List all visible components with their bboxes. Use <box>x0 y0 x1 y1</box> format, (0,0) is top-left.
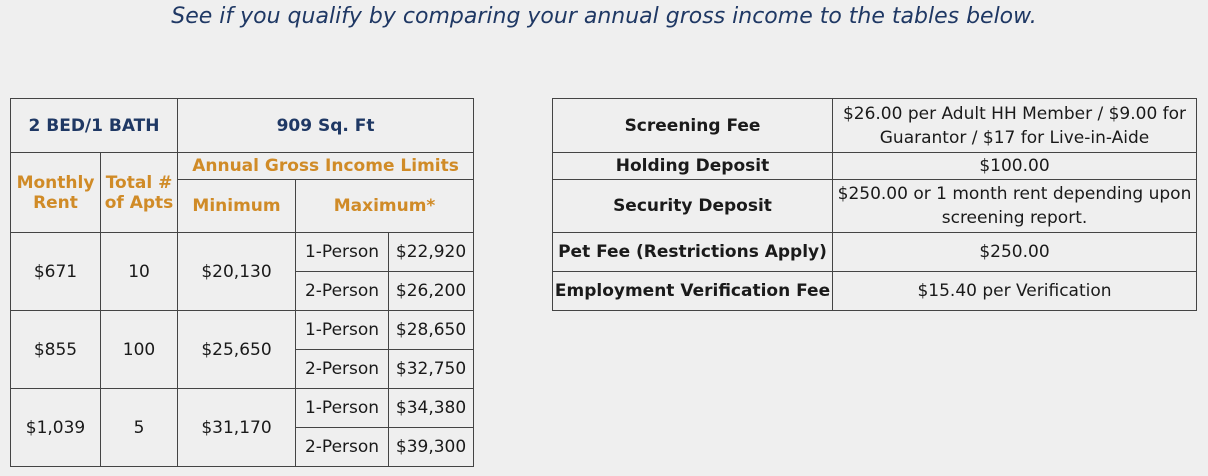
max-income-cell: $32,750 <box>389 350 474 389</box>
household-size-cell: 1-Person <box>296 233 389 272</box>
income-limits-table <box>10 98 474 467</box>
fee-label-cell: Pet Fee (Restrictions Apply) <box>553 233 833 272</box>
apts-cell: 100 <box>101 311 178 389</box>
minimum-header: Minimum <box>178 180 296 233</box>
minimum-cell: $31,170 <box>178 389 296 467</box>
table-row <box>553 272 1197 311</box>
fee-label-cell: Holding Deposit <box>553 153 833 180</box>
household-size-cell: 2-Person <box>296 350 389 389</box>
minimum-cell: $25,650 <box>178 311 296 389</box>
max-income-cell: $39,300 <box>389 428 474 467</box>
table-row <box>553 180 1197 233</box>
table-row <box>553 99 1197 153</box>
fee-label-cell: Screening Fee <box>553 99 833 153</box>
fee-value-cell: $26.00 per Adult HH Member / $9.00 for Guarantor / $17 for Live-in-Aide <box>833 99 1197 153</box>
income-limits-header: Annual Gross Income Limits <box>178 153 474 180</box>
fee-value-cell: $250.00 <box>833 233 1197 272</box>
fees-table <box>552 98 1197 311</box>
minimum-cell: $20,130 <box>178 233 296 311</box>
household-size-cell: 2-Person <box>296 428 389 467</box>
fee-value-cell: $100.00 <box>833 153 1197 180</box>
max-income-cell: $34,380 <box>389 389 474 428</box>
max-income-cell: $22,920 <box>389 233 474 272</box>
table-row <box>11 311 474 350</box>
unit-type-header: 2 BED/1 BATH <box>11 99 178 153</box>
table-row <box>553 233 1197 272</box>
fee-value-cell: $250.00 or 1 month rent depending upon screening report. <box>833 180 1197 233</box>
monthly-rent-header: Monthly Rent <box>11 153 101 233</box>
fee-label-cell: Security Deposit <box>553 180 833 233</box>
max-income-cell: $28,650 <box>389 311 474 350</box>
apts-cell: 5 <box>101 389 178 467</box>
fee-value-cell: $15.40 per Verification <box>833 272 1197 311</box>
table-row <box>553 153 1197 180</box>
total-apts-header: Total # of Apts <box>101 153 178 233</box>
table-row <box>11 233 474 272</box>
rent-cell: $671 <box>11 233 101 311</box>
rent-cell: $855 <box>11 311 101 389</box>
headline: See if you qualify by comparing your annual gross income to the tables below. <box>171 4 1037 29</box>
sqft-header: 909 Sq. Ft <box>178 99 474 153</box>
table-row <box>11 389 474 428</box>
household-size-cell: 2-Person <box>296 272 389 311</box>
apts-cell: 10 <box>101 233 178 311</box>
household-size-cell: 1-Person <box>296 311 389 350</box>
fee-label-cell: Employment Verification Fee <box>553 272 833 311</box>
max-income-cell: $26,200 <box>389 272 474 311</box>
rent-cell: $1,039 <box>11 389 101 467</box>
household-size-cell: 1-Person <box>296 389 389 428</box>
maximum-header: Maximum* <box>296 180 474 233</box>
